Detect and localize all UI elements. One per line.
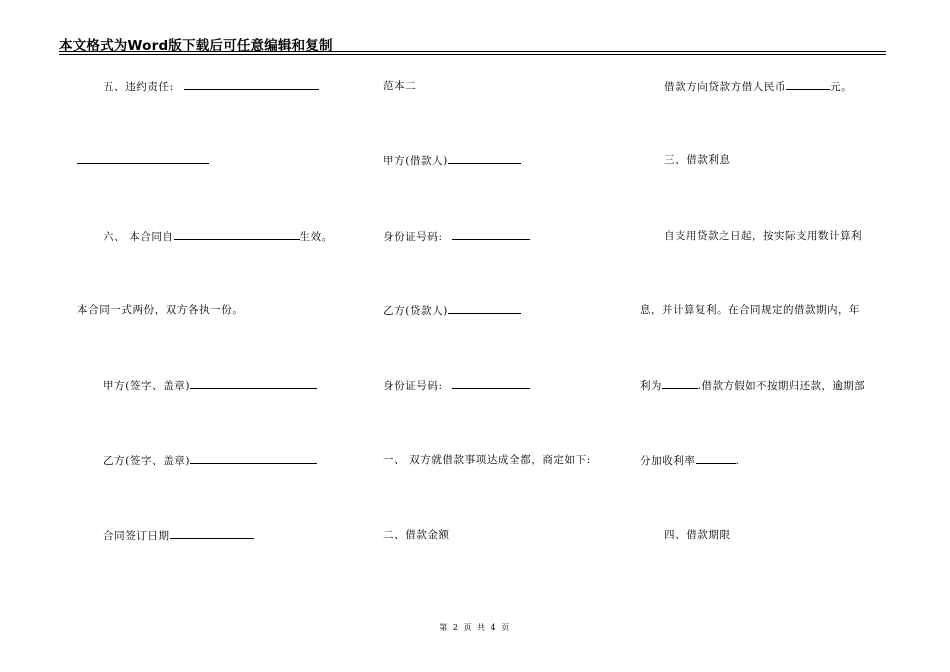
breach-liability-blank	[184, 79, 319, 90]
copies-statement: 本合同一式两份，双方各执一份。	[77, 304, 244, 316]
interest-rate-suffix: .借款方假如不按期归还款，逾期部	[697, 380, 866, 392]
borrower-label: 甲方(借款人)	[383, 155, 448, 167]
template-two-heading: 范本二	[383, 80, 417, 92]
interest-rate-prefix: 利为	[640, 380, 662, 392]
party-b-signature-line	[103, 453, 317, 468]
party-b-signature-label: 乙方(签字、盖章)	[103, 455, 191, 467]
effective-date-line	[103, 229, 333, 244]
interest-text-2: 息，并计算复利。在合同规定的借款期内，年	[640, 304, 860, 316]
continuation-blank	[77, 153, 209, 164]
contract-date-blank	[170, 528, 254, 539]
borrower-id-label: 身份证号码:	[383, 231, 443, 243]
contract-date-label: 合同签订日期	[103, 530, 170, 542]
loan-amount-suffix: 元。	[830, 81, 853, 93]
borrower-blank	[448, 153, 521, 164]
borrower-id-line	[383, 229, 530, 244]
lender-line	[383, 303, 521, 318]
breach-liability-label: 五、违约责任:	[103, 81, 174, 93]
overdue-rate-blank	[696, 453, 736, 464]
effective-date-prefix: 六、 本合同自	[103, 231, 174, 243]
document-header-title: 本文格式为Word版下载后可任意编辑和复制	[59, 38, 333, 54]
overdue-rate-suffix: .	[735, 455, 740, 467]
effective-date-suffix: 生效。	[299, 231, 333, 243]
party-a-signature-blank	[190, 378, 317, 389]
agreement-clause: 一、 双方就借款事项达成全都，商定如下:	[383, 454, 591, 466]
loan-amount-blank	[786, 79, 830, 90]
lender-id-blank	[452, 378, 530, 389]
breach-liability-line	[103, 79, 319, 94]
interest-rate-line	[640, 378, 865, 393]
party-b-signature-blank	[190, 453, 317, 464]
header-rule-thin	[59, 54, 886, 55]
loan-term-heading: 四、借款期限	[664, 529, 731, 541]
lender-id-label: 身份证号码:	[383, 380, 443, 392]
page-number-footer: 第 2 页 共 4 页	[439, 623, 511, 632]
lender-blank	[448, 303, 521, 314]
borrower-line	[383, 153, 521, 168]
lender-id-line	[383, 378, 530, 393]
contract-date-line	[103, 528, 254, 543]
loan-amount-heading: 二、借款金额	[383, 529, 450, 541]
interest-text-1: 自支用贷款之日起，按实际支用数计算利	[664, 230, 862, 242]
party-a-signature-label: 甲方(签字、盖章)	[103, 380, 191, 392]
loan-interest-heading: 三、借款利息	[664, 154, 731, 166]
blank-continuation-line	[77, 153, 209, 168]
overdue-rate-line	[640, 453, 739, 468]
overdue-rate-prefix: 分加收利率	[640, 455, 696, 467]
header-rule-thick	[59, 51, 886, 52]
lender-label: 乙方(贷款人)	[383, 305, 448, 317]
loan-amount-prefix: 借款方向贷款方借人民币	[664, 81, 787, 93]
borrower-id-blank	[452, 229, 530, 240]
effective-date-blank	[174, 229, 300, 240]
party-a-signature-line	[103, 378, 317, 393]
loan-amount-line	[664, 79, 852, 94]
interest-rate-blank	[662, 378, 698, 389]
